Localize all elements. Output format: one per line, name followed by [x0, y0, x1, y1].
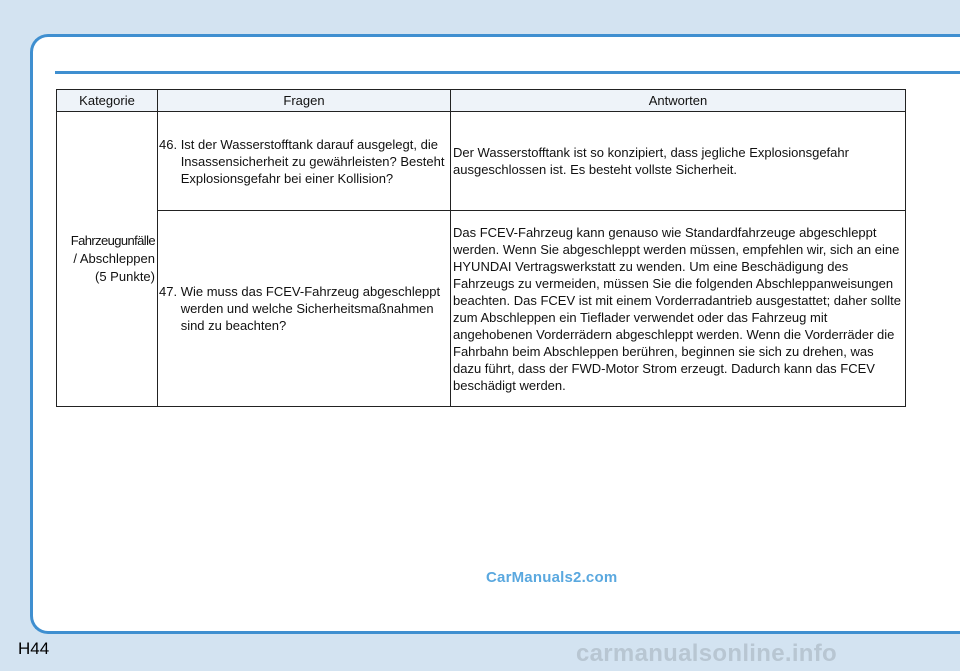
category-line-3: (5 Punkte) [95, 269, 155, 284]
column-header-kategorie: Kategorie [57, 90, 158, 112]
table-row [57, 211, 906, 407]
header-rule [55, 71, 960, 74]
table-row [57, 112, 906, 211]
category-line-2: / Abschleppen [73, 251, 155, 266]
question-cell [158, 211, 451, 407]
column-header-fragen: Fragen [158, 90, 451, 112]
column-header-antworten: Antworten [451, 90, 906, 112]
category-line-1: Fahrzeugunfälle [70, 233, 155, 248]
page-number: H44 [18, 639, 50, 658]
table-header-row [57, 90, 906, 112]
site-watermark: carmanualsonline.info [576, 640, 838, 667]
question-cell [158, 112, 451, 211]
answer-cell: Der Wasserstofftank ist so konzipiert, dass jegliche Explosionsgefahr ausgeschlossen ist. Es besteht vollste Sicherheit. [451, 112, 906, 211]
faq-table [56, 89, 906, 407]
answer-cell: Das FCEV-Fahrzeug kann genauso wie Standardfahrzeuge abgeschleppt werden. Wenn Sie abgeschleppt werden müssen, empfehlen wir, sich an eine HYUNDAI Vertragswerkstatt zu wenden. Um eine Beschädigung des Fahrzeugs zu vermeiden, müssen Sie die folgenden Abschleppanweisungen beachten. Das FCEV ist mit einem Vorderradantrieb ausgestattet; daher sollte zum Abschleppen ein Tieflader verwendet oder das Fahrzeug mit angehobenen Vorderrädern abgeschleppt werden. Wenn die Vorderräder die Fahrbahn beim Abschleppen berühren, beginnen sie sich zu drehen, was dazu führt, dass der FWD-Motor Strom erzeugt. Dadurch kann das FCEV beschädigt werden. [451, 211, 906, 407]
category-cell [57, 112, 158, 407]
question-number: 47. [159, 284, 181, 299]
question-text: Ist der Wasserstofftank darauf ausgelegt, die Insassensicherheit zu gewährleisten? Besteht Explosionsgefahr bei einer Kollision? [180, 136, 445, 186]
watermark-text: CarManuals2.com [486, 569, 618, 586]
question-number: 46. [159, 136, 181, 152]
question-text: Wie muss das FCEV-Fahrzeug abgeschleppt werden und welche Sicherheitsmaßnahmen sind zu beachten? [180, 284, 441, 333]
